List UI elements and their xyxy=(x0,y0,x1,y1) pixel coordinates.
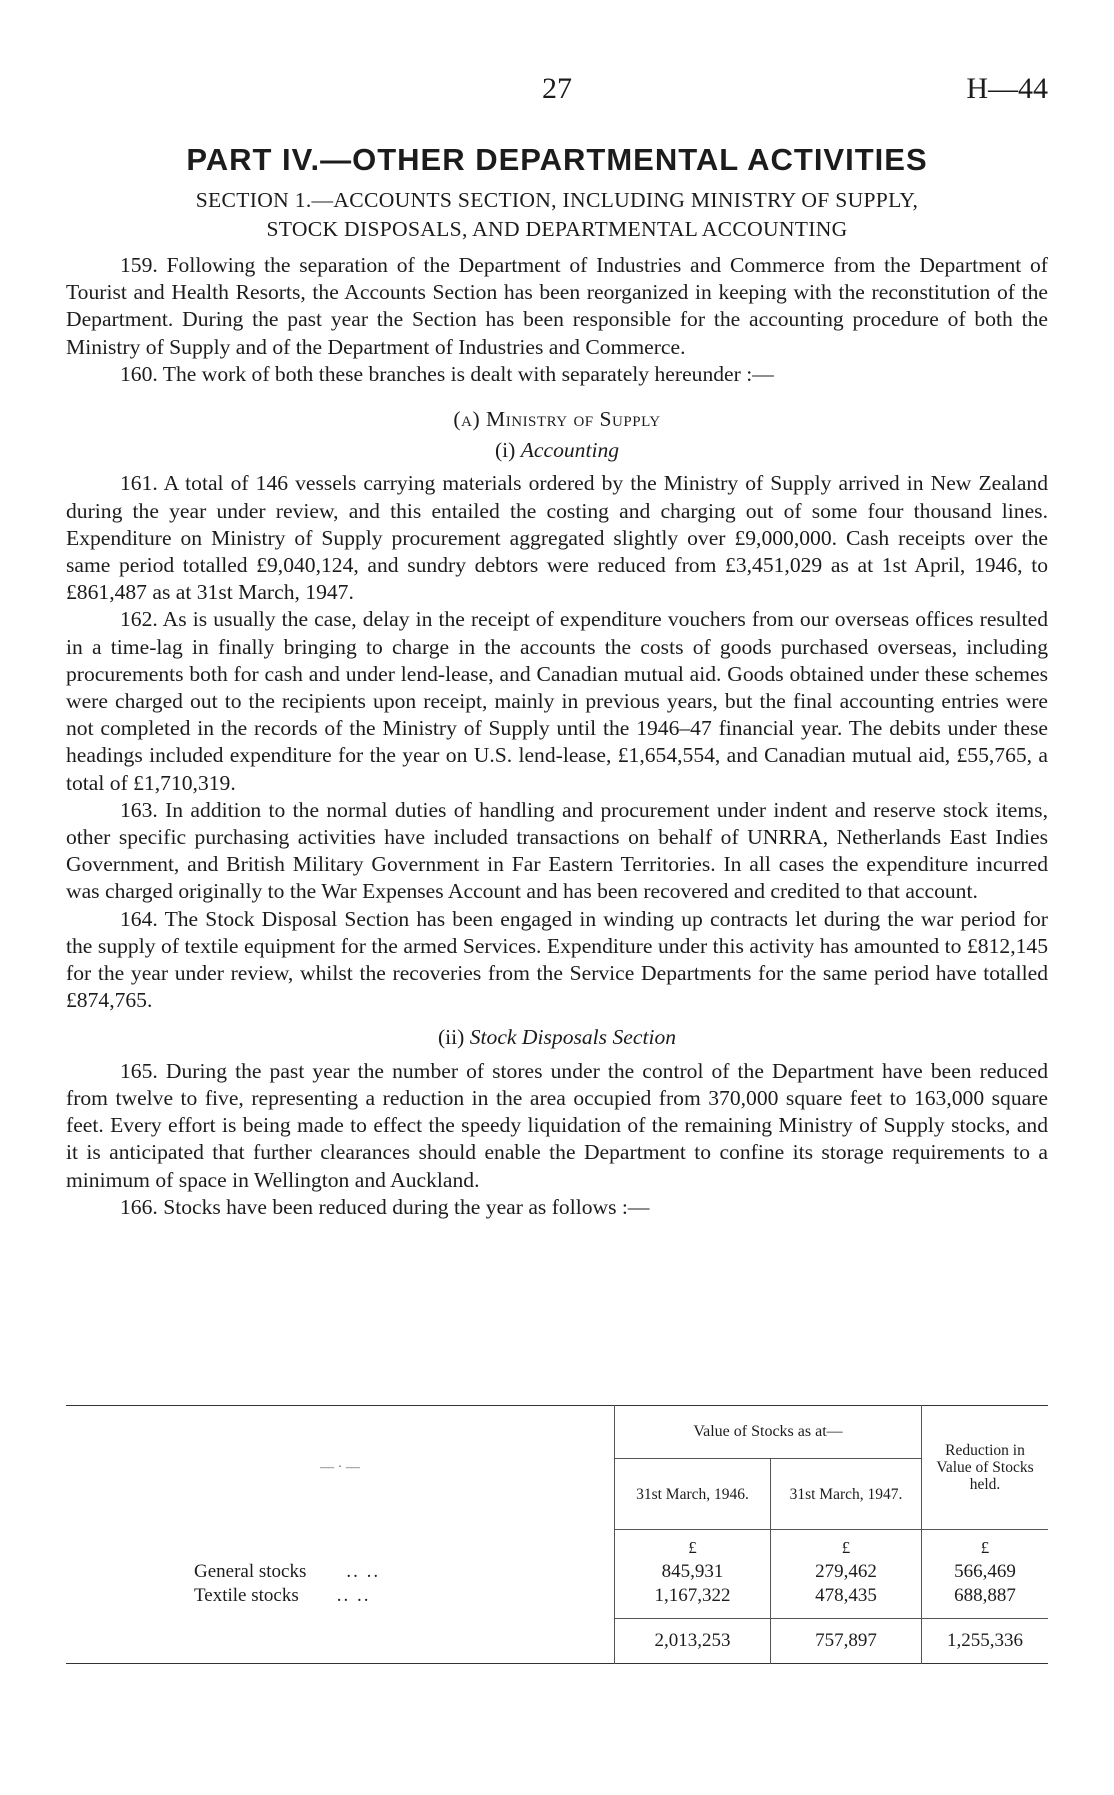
row-label-text: General stocks xyxy=(194,1561,307,1582)
table-col2-header: 31st March, 1947. xyxy=(771,1459,922,1530)
page-number: 27 xyxy=(542,72,572,105)
value-reduction: 688,887 xyxy=(922,1584,1049,1608)
subheading-ministry-of-supply: (a) Ministry of Supply xyxy=(453,407,661,432)
section-title-line1: SECTION 1.—ACCOUNTS SECTION, INCLUDING MINISTRY OF SUPPLY, xyxy=(195,188,919,212)
paragraph-166: 166. Stocks have been reduced during the year as follows :— xyxy=(120,1194,650,1219)
total-reduction: 1,255,336 xyxy=(922,1619,1049,1664)
total-1946: 2,013,253 xyxy=(615,1619,771,1664)
paragraph-163: 163. In addition to the normal duties of handling and procurement under indent and reserve stock items, other specific purchasing activities have included transactions on behalf of UNRRA, Netherlands East Indies Government, and British Military Government in Far Eastern Territories. In all cases the expenditure incurred was charged originally to the War Expenses Account and has been recovered and credited to that account. xyxy=(66,797,1048,904)
total-label-empty xyxy=(66,1619,615,1664)
subheading-stock-disposals xyxy=(66,1024,1048,1051)
subheading-stock-disposals-number: (ii) xyxy=(437,1025,470,1050)
section-title-line2: STOCK DISPOSALS, AND DEPARTMENTAL ACCOUNTING xyxy=(266,217,848,241)
stock-reduction-table xyxy=(66,1405,1048,1664)
document-reference: H—44 xyxy=(966,72,1048,105)
value-1946: 845,931 xyxy=(615,1560,771,1584)
table-cell-empty xyxy=(66,1530,615,1561)
total-1947: 757,897 xyxy=(771,1619,922,1664)
subheading-accounting xyxy=(66,437,1048,464)
table-row xyxy=(66,1560,1048,1584)
paragraph-165: 165. During the past year the number of stores under the control of the Department have been reduced from twelve to five, representing a reduction in the area occupied from 370,000 square feet to 163,000 square feet. Every effort is being made to effect the speedy liquidation of the remaining Ministry of Supply stocks, and it is anticipated that further clearances should enable the Department to confine its storage requirements to a minimum of space in Wellington and Auckland. xyxy=(66,1058,1048,1192)
body-text xyxy=(66,140,1048,1221)
currency-symbol: £ xyxy=(615,1530,771,1561)
page-header xyxy=(66,72,1048,112)
table-row xyxy=(66,1584,1048,1608)
paragraph-159: 159. Following the separation of the Department of Industries and Commerce from the Department of Tourist and Health Resorts, the Accounts Section has been reorganized in keeping with the reconstitution of the Department. During the past year the Section has been responsible for the accounting procedure of both the Ministry of Supply and of the Department of Industries and Commerce. xyxy=(66,253,1048,359)
subheading-accounting-text: Accounting xyxy=(520,438,620,463)
leader-dots: .. .. xyxy=(336,1585,371,1606)
table-col3-header xyxy=(922,1406,1049,1530)
col3-header-text: Reduction in Value of Stocks held. xyxy=(936,1442,1034,1493)
value-reduction: 566,469 xyxy=(922,1560,1049,1584)
value-1946: 1,167,322 xyxy=(615,1584,771,1608)
currency-symbol: £ xyxy=(771,1530,922,1561)
table-label-header xyxy=(66,1406,615,1530)
part-title: PART IV.—OTHER DEPARTMENTAL ACTIVITIES xyxy=(186,142,928,177)
table-span-header: Value of Stocks as at— xyxy=(615,1406,922,1459)
value-1947: 279,462 xyxy=(771,1560,922,1584)
leader-dots: .. .. xyxy=(346,1561,381,1582)
row-label xyxy=(66,1560,615,1584)
row-label-text: Textile stocks xyxy=(194,1585,299,1606)
table-total-row xyxy=(66,1619,1048,1664)
subheading-accounting-number: (i) xyxy=(494,438,521,463)
currency-symbol: £ xyxy=(922,1530,1049,1561)
value-1947: 478,435 xyxy=(771,1584,922,1608)
label-header-dash: — · — xyxy=(320,1459,360,1475)
row-label xyxy=(66,1584,615,1608)
paragraph-160: 160. The work of both these branches is dealt with separately hereunder :— xyxy=(120,361,774,386)
paragraph-164: 164. The Stock Disposal Section has been engaged in winding up contracts let during the war period for the supply of textile equipment for the armed Services. Expenditure under this activity has amounted to £812,145 for the year under review, whilst the recoveries from the Service Departments for the same period have totalled £874,765. xyxy=(66,906,1048,1013)
paragraph-161: 161. A total of 146 vessels carrying materials ordered by the Ministry of Supply arrived in New Zealand during the year under review, and this entailed the costing and charging out of some four thousand lines. Expenditure on Ministry of Supply procurement aggregated slightly over £9,000,000. Cash receipts over the same period totalled £9,040,124, and sundry debtors were reduced from £3,451,029 as at 1st April, 1946, to £861,487 as at 31st March, 1947. xyxy=(66,471,1048,605)
paragraph-162: 162. As is usually the case, delay in the receipt of expenditure vouchers from our overseas offices resulted in a time-lag in finally bringing to charge in the accounts the costs of goods purchased overseas, including procurements both for cash and under lend-lease, and Canadian mutual aid. Goods obtained under these schemes were charged out to the recipients upon receipt, mainly in previous years, but the final accounting entries were not completed in the records of the Ministry of Supply until the 1946–47 financial year. The debits under these headings included expenditure for the year on U.S. lend-lease, £1,654,554, and Canadian mutual aid, £55,765, a total of £1,710,319. xyxy=(66,607,1048,795)
subheading-stock-disposals-text: Stock Disposals Section xyxy=(469,1025,677,1050)
table-col1-header: 31st March, 1946. xyxy=(615,1459,771,1530)
